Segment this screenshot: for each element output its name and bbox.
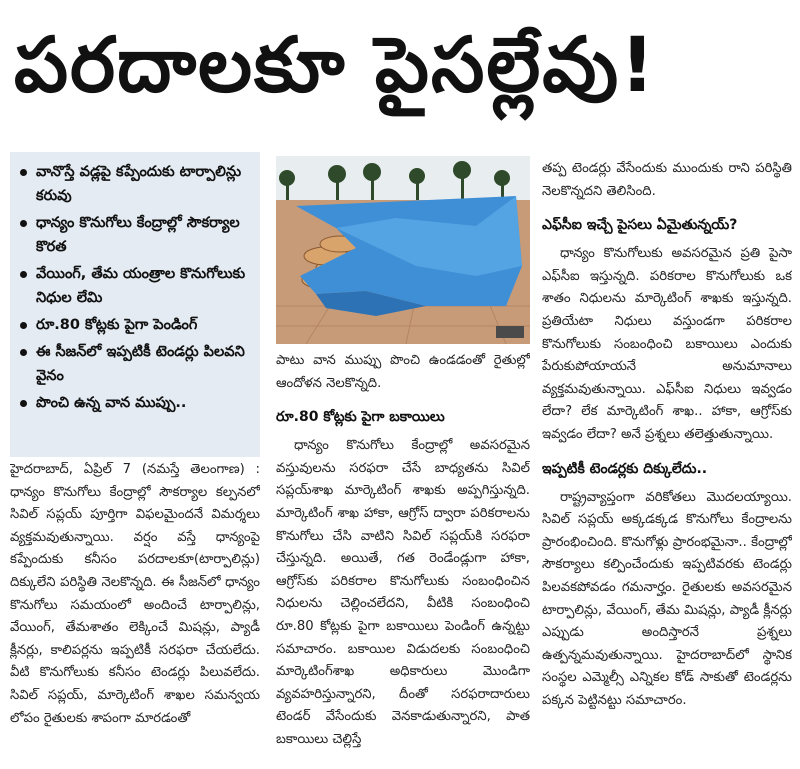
headline: పరదాలకూ పైసల్లేవు! [14, 20, 657, 109]
highlight-item: వానొస్తే వడ్లపై కప్పేందుకు టార్పాలిన్లు కరువు [18, 160, 256, 208]
photo-caption: పాటు వాన ముప్పు పొంచి ఉండడంతో రైతుల్లో ఆందోళన నెలకొన్నది. [276, 353, 530, 391]
article-paragraph: హైదరాబాద్, ఏప్రిల్ 7 (నమస్తే తెలంగాణ) : ధాన్యం కొనుగోలు కేంద్రాల్లో సౌకర్యాల కల్పనలో సివిల్ సప్లయ్ పూర్తిగా విఫలమైందనే విమర్శలు వ్యక్తమవుతున్నాయి. వర్షం వస్తే ధాన్యంపై కప్పేందుకు కనీసం పరదాలకూ(టార్పాలిన్లు) దిక్కులేని పరిస్థితి నెలకొన్నది. ఈ సీజన్‌లో ధాన్యం కొనుగోలు సమయంలో అందించే టార్పాలిన్లు, వేయింగ్, తేమశాతం లెక్కించే మిషన్లు, ప్యాడీ క్లీనర్లు, కాలిపర్లను ఇప్పటికీ సరఫరా చేయలేదు. వీటి కొనుగోలుకు కనీసం టెండర్లు పిలువలేదు. సివిల్ సప్లయ్, మార్కెటింగ్ శాఖల సమన్వయ లోపం రైతులకు శాపంగా మారడంతో [10, 462, 260, 726]
subheading: రూ.80 కోట్లకు పైగా బకాయిలు [276, 409, 445, 426]
grain-tarp-illustration [276, 156, 530, 344]
article-paragraph: ధాన్యం కొనుగోలు కేంద్రాల్లో అవసరమైన వస్తువులను సరఫరా చేసే బాధ్యతను సివిల్ సప్లయ్‌శాఖ మార్కెటింగ్ శాఖకు అప్పగిస్తున్నది. మార్కెటింగ్ శాఖ హాకా, ఆగ్రోస్ ద్వారా పరికరాలను కొనుగోలు చేసి వాటిని సివిల్ సప్లయ్‌కి సరఫరా చేస్తున్నది. అయితే, గత రెండేండ్లుగా హాకా, ఆగ్రోస్‌కు పరికరాల కొనుగోలుకు సంబంధించిన నిధులను చెల్లించలేదని, వీటికి సంబంధించి రూ.80 కోట్లకు పైగా బకాయిలు పెండింగ్ ఉన్నట్టు సమాచారం. బకాయిల విడుదలకు సంబంధించి మార్కెటింగ్‌శాఖ అధికారులు మొండిగా వ్యవహరిస్తున్నారని, దీంతో సరఫరాదారులు టెండర్ వేసేందుకు వెనకాడుతున్నారని, పాత బకాయిలు చెల్లిస్తే [276, 438, 530, 747]
article-column-2 [276, 350, 530, 768]
highlight-item: ఈ సీజన్‌లో ఇప్పటికీ టెండర్లు పిలవని వైనం [18, 340, 256, 388]
subheading: ఇప్పటికీ టెండర్లకు దిక్కులేదు.. [542, 460, 708, 477]
article-column-1 [10, 459, 260, 767]
highlight-item: ధాన్యం కొనుగోలు కేంద్రాల్లో సౌకర్యాల కొరత [18, 211, 256, 259]
highlight-item: రూ.80 కోట్లకు పైగా పెండింగ్ [18, 313, 256, 337]
article-column-3 [542, 158, 792, 768]
highlights-list [18, 160, 256, 415]
highlights-box [10, 152, 260, 457]
article-photo [276, 156, 530, 344]
article-paragraph: తప్ప టెండర్లు వేసేందుకు ముందుకు రాని పరిస్థితి నెలకొన్నదని తెలిసింది. [542, 161, 792, 199]
subheading: ఎఫ్‌సీఐ ఇచ్చే పైసలు ఏమైతున్నయ్? [542, 217, 738, 234]
highlight-item: పొంచి ఉన్న వాన ముప్పు.. [18, 391, 256, 415]
article-paragraph: రాష్ట్రవ్యాప్తంగా వరికోతలు మొదలయ్యాయి. సివిల్ సప్లయ్ అక్కడక్కడ కొనుగోలు కేంద్రాలను ప్రారంభించింది. కొనుగోళ్లు ప్రారంభమైనా.. కేంద్రాల్లో సౌకర్యాలు కల్పించేందుకు ఇప్పటివరకు టెండర్లు పిలవకపోవడం గమనార్హం. రైతులకు అవసరమైన టార్పాలిన్లు, వేయింగ్, తేమ మిషన్లు, ప్యాడీ క్లీనర్లు ఎప్పుడు అందిస్తారనే ప్రశ్నలు ఉత్పన్నమవుతున్నాయి. హైదరాబాద్‌లో స్థానిక సంస్థల ఎమ్మెల్సీ ఎన్నికల కోడ్ సాకుతో టెండర్లను పక్కన పెట్టినట్టు సమాచారం. [542, 489, 792, 708]
highlight-item: వేయింగ్, తేమ యంత్రాల కొనుగోలుకు నిధుల లేమి [18, 262, 256, 310]
article-paragraph: ధాన్యం కొనుగోలుకు అవసరమైన ప్రతి పైసా ఎఫ్‌సీఐ ఇస్తున్నది. పరికరాల కొనుగోలుకు ఒక శాతం నిధులను మార్కెటింగ్ శాఖకు ఇస్తున్నది. ప్రతియేటా నిధులు వస్తుండగా పరికరాల కొనుగోలుకు సంబంధించి బకాయిలు ఎందుకు పేరుకుపోయాయనే అనుమానాలు వ్యక్తమవుతున్నాయి. ఎఫ్‌సీఐ నిధులు ఇవ్వడం లేదా? లేక మార్కెటింగ్ శాఖ.. హాకా, ఆగ్రోస్‌కు ఇవ్వడం లేదా? అనే ప్రశ్నలు తలెత్తుతున్నాయి. [542, 246, 792, 442]
